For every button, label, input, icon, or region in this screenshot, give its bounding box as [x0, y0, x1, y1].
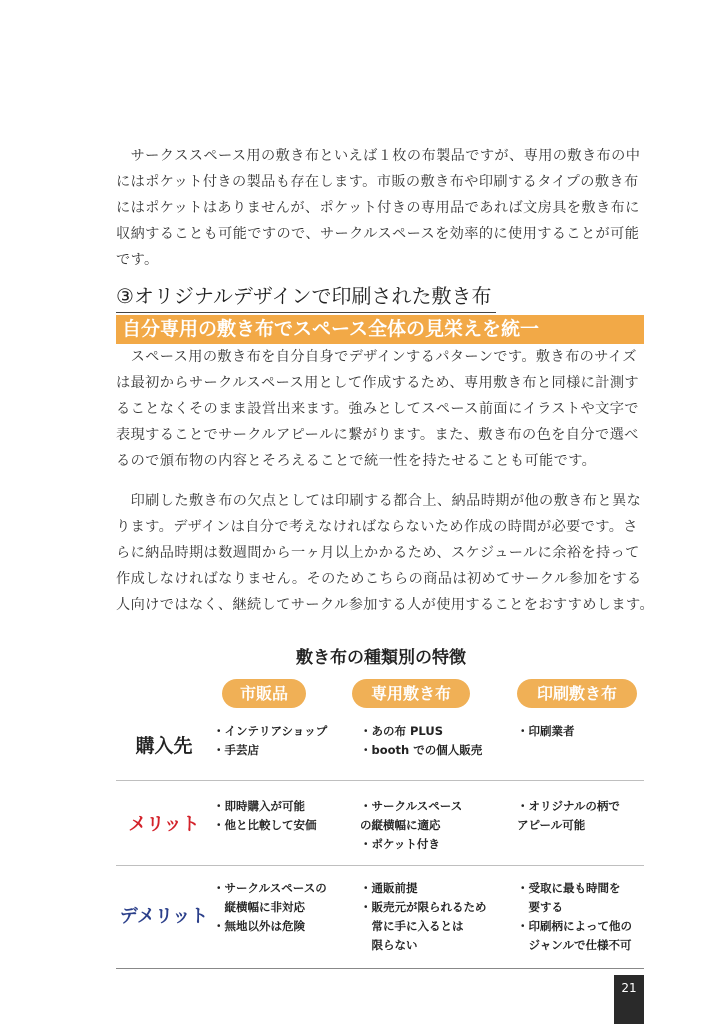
cell-merit-printed — [517, 797, 620, 835]
row-divider — [116, 780, 644, 781]
body-line: 人向けではなく、継続してサークル参加する人が使用することをおすすめします。 — [116, 597, 655, 613]
body-line: ります。デザインは自分で考えなければならないため作成の時間が必要です。さ — [116, 519, 638, 535]
list-item: ジャンルで仕様不可 — [517, 938, 632, 952]
intro-line: にはポケット付きの製品も存在します。市販の敷き布や印刷するタイプの敷き布 — [116, 174, 639, 190]
cell-demerit-printed — [517, 879, 632, 955]
body-line: ることなくそのまま設営出来ます。強みとしてスペース前面にイラストや文字で — [116, 401, 639, 417]
list-item: ・手芸店 — [213, 743, 259, 757]
list-item: ・インテリアショップ — [213, 724, 328, 738]
list-item: アピール可能 — [517, 818, 586, 832]
row-label-purchase: 購入先 — [135, 735, 193, 757]
body-line: 印刷した敷き布の欠点としては印刷する都合上、納品時期が他の敷き布と異な — [116, 493, 642, 509]
page-number: 21 — [614, 975, 644, 1024]
cell-merit-dedicated — [360, 797, 462, 854]
list-item: ・受取に最も時間を — [517, 881, 621, 895]
body-paragraph-2 — [116, 488, 655, 618]
body-line: 表現することでサークルアピールに繋がります。また、敷き布の色を自分で選べ — [116, 427, 639, 443]
intro-line: サークススペース用の敷き布といえば１枚の布製品ですが、専用の敷き布の中 — [116, 148, 641, 164]
list-item: ・無地以外は危険 — [213, 919, 305, 933]
list-item: 限らない — [360, 938, 418, 952]
list-item: 常に手に入るとは — [360, 919, 464, 933]
list-item: ・サークルスペース — [360, 799, 463, 813]
section-heading: ③オリジナルデザインで印刷された敷き布 — [116, 280, 496, 313]
body-paragraph-1 — [116, 344, 646, 474]
cell-purchase-printed — [517, 722, 575, 741]
body-line: は最初からサークルスペース用として作成するため、専用敷き布と同様に計測す — [116, 375, 640, 391]
list-item: ・印刷柄によって他の — [517, 919, 632, 933]
list-item: の縦横幅に適応 — [360, 818, 441, 832]
list-item: 要する — [517, 900, 563, 914]
cell-purchase-retail — [213, 722, 327, 760]
section-banner: 自分専用の敷き布でスペース全体の見栄えを統一 — [116, 315, 644, 344]
table-bottom-rule — [116, 968, 644, 969]
row-label-demerit: デメリット — [119, 906, 209, 927]
list-item: ・通販前提 — [360, 881, 418, 895]
row-label-merit: メリット — [128, 814, 200, 835]
list-item: ・サークルスペースの — [213, 881, 327, 895]
body-line: らに納品時期は数週間から一ヶ月以上かかるため、スケジュールに余裕を持って — [116, 545, 640, 561]
cell-merit-retail — [213, 797, 317, 835]
list-item: ・オリジナルの柄で — [517, 799, 620, 813]
cell-purchase-dedicated — [360, 722, 482, 760]
list-item: ・即時購入が可能 — [213, 799, 305, 813]
column-header-printed: 印刷敷き布 — [517, 679, 637, 708]
list-item: ・あの布 PLUS — [360, 724, 443, 738]
intro-line: です。 — [116, 252, 159, 268]
body-line: 作成しなければなりません。そのためこちらの商品は初めてサークル参加をする — [116, 571, 642, 587]
list-item: ・booth での個人販売 — [360, 743, 483, 757]
list-item: ・ポケット付き — [360, 837, 440, 851]
cell-demerit-dedicated — [360, 879, 487, 955]
comparison-title: 敷き布の種類別の特徴 — [296, 648, 466, 668]
body-line: るので頒布物の内容とそろえることで統一性を持たせることも可能です。 — [116, 453, 597, 469]
list-item: ・印刷業者 — [517, 724, 575, 738]
column-header-dedicated: 専用敷き布 — [352, 679, 470, 708]
row-divider — [116, 865, 644, 866]
intro-line: にはポケットはありませんが、ポケット付きの専用品であれば文房具を敷き布に — [116, 200, 640, 216]
list-item: ・他と比較して安価 — [213, 818, 317, 832]
cell-demerit-retail — [213, 879, 327, 936]
intro-line: 収納することも可能ですので、サークルスペースを効率的に使用することが可能 — [116, 226, 640, 242]
body-line: スペース用の敷き布を自分自身でデザインするパターンです。敷き布のサイズ — [116, 349, 637, 365]
list-item: ・販売元が限られるため — [360, 900, 487, 914]
list-item: 縦横幅に非対応 — [213, 900, 305, 914]
intro-paragraph — [116, 143, 646, 273]
column-header-retail: 市販品 — [222, 679, 306, 708]
